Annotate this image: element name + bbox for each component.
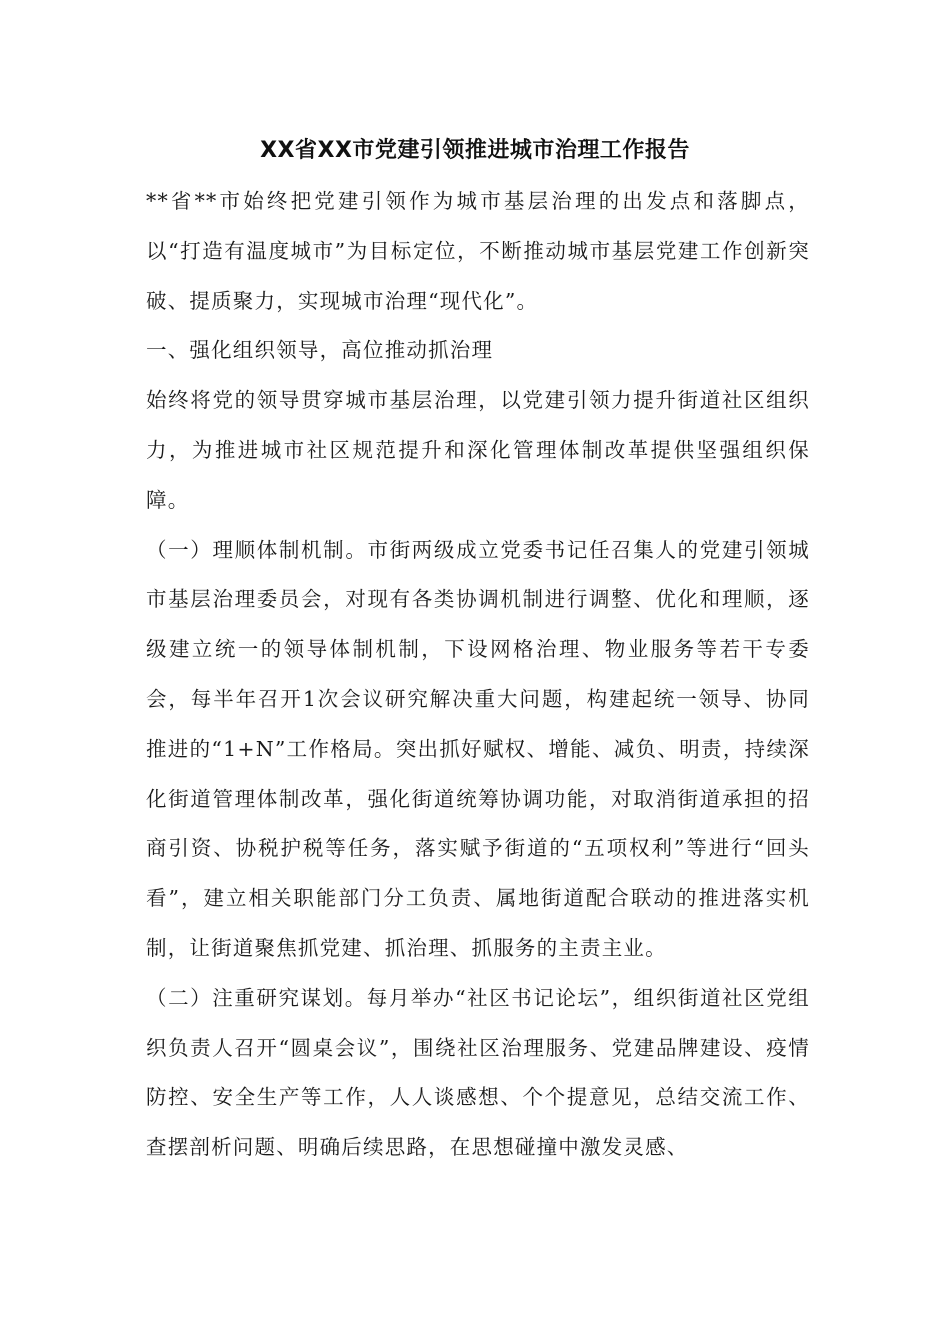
- section-1-paragraph: 始终将党的领导贯穿城市基层治理，以党建引领力提升街道社区组织力，为推进城市社区规范提升和深化管理体制改革提供坚强组织保障。: [146, 388, 810, 512]
- subsection-2-paragraph: （二）注重研究谋划。每月举办“社区书记论坛”，组织街道社区党组织负责人召开“圆桌会议”，围绕社区治理服务、党建品牌建设、疫情防控、安全生产等工作，人人谈感想、个个提意见，总结交流工作、查摆剖析问题、明确后续思路，在思想碰撞中激发灵感、: [146, 985, 810, 1160]
- section-heading-1: 一、强化组织领导，高位推动抓治理: [146, 338, 494, 363]
- subsection-1-paragraph: （一）理顺体制机制。市街两级成立党委书记任召集人的党建引领城市基层治理委员会，对现有各类协调机制进行调整、优化和理顺，逐级建立统一的领导体制机制，下设网格治理、物业服务等若干专委会，每半年召开1次会议研究解决重大问题，构建起统一领导、协同推进的“1+N”工作格局。突出抓好赋权、增能、减负、明责，持续深化街道管理体制改革，强化街道统筹协调功能，对取消街道承担的招商引资、协税护税等任务，落实赋予街道的“五项权利”等进行“回头看”，建立相关职能部门分工负责、属地街道配合联动的推进落实机制，让街道聚焦抓党建、抓治理、抓服务的主责主业。: [146, 537, 810, 960]
- document-body: [146, 177, 810, 1173]
- document-title: XX省XX市党建引领推进城市治理工作报告: [260, 138, 690, 163]
- intro-paragraph: **省**市始终把党建引领作为城市基层治理的出发点和落脚点，以“打造有温度城市”为目标定位，不断推动城市基层党建工作创新突破、提质聚力，实现城市治理“现代化”。: [146, 189, 810, 313]
